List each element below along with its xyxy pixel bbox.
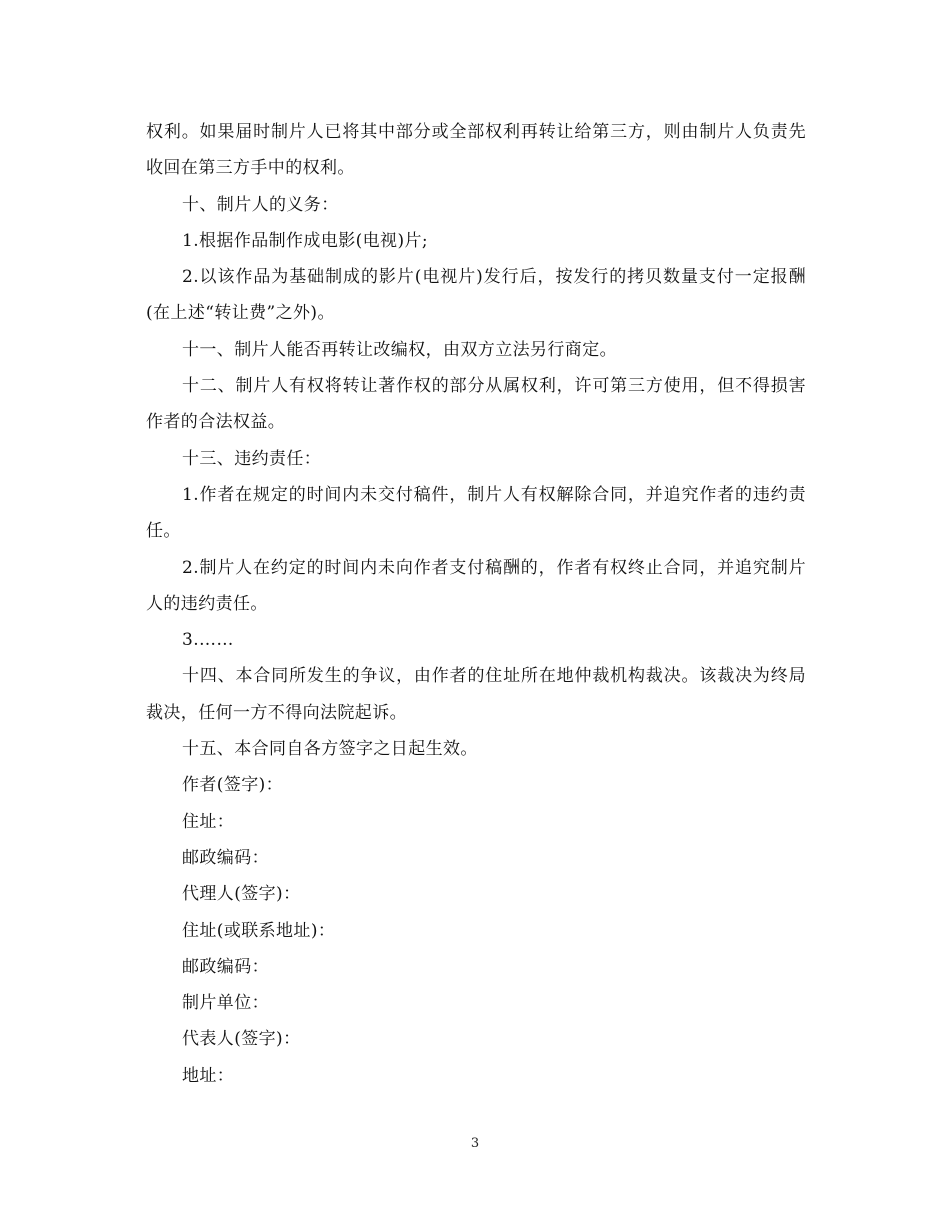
signature-agent-postcode: 邮政编码： — [182, 956, 269, 977]
paragraph-clause-13-item-3: 3.…… — [182, 630, 234, 651]
page-number: 3 — [470, 1136, 480, 1151]
signature-author: 作者(签字)： — [182, 775, 284, 796]
signature-producer-unit: 制片单位： — [182, 993, 269, 1014]
signature-producer-address: 地址： — [182, 1065, 235, 1086]
signature-representative: 代表人(签字)： — [182, 1029, 301, 1050]
paragraph-clause-15: 十五、本合同自各方签字之日起生效。 — [182, 739, 478, 760]
paragraph-clause-10-item-1: 1.根据作品制作成电影(电视)片; — [182, 230, 429, 251]
signature-agent-address: 住址(或联系地址)： — [182, 920, 336, 941]
paragraph-clause-13-heading: 十三、违约责任： — [182, 448, 322, 469]
paragraph-clause-11: 十一、制片人能否再转让改编权，由双方立法另行商定。 — [182, 339, 617, 360]
signature-agent: 代理人(签字)： — [182, 884, 301, 905]
signature-author-address: 住址： — [182, 811, 235, 832]
signature-author-postcode: 邮政编码： — [182, 847, 269, 868]
paragraph-clause-14: 十四、本合同所发生的争议，由作者的住址所在地仲裁机构裁决。该裁决为终局裁决，任何一方不得向法院起诉。 — [146, 666, 806, 723]
paragraph-clause-13-item-1: 1.作者在规定的时间内未交付稿件，制片人有权解除合同，并追究作者的违约责任。 — [146, 484, 806, 542]
paragraph-clause-10-heading: 十、制片人的义务： — [182, 194, 339, 215]
paragraph-rights-continuation: 权利。如果届时制片人已将其中部分或全部权利再转让给第三方，则由制片人负责先收回在第三方手中的权利。 — [146, 122, 806, 179]
paragraph-clause-13-item-2: 2.制片人在约定的时间内未向作者支付稿酬的，作者有权终止合同，并追究制片人的违约责任。 — [146, 557, 806, 614]
paragraph-clause-12: 十二、制片人有权将转让著作权的部分从属权利，许可第三方使用，但不得损害作者的合法权益。 — [146, 376, 806, 433]
paragraph-clause-10-item-2: 2.以该作品为基础制成的影片(电视片)发行后，按发行的拷贝数量支付一定报酬(在上述“转让费”之外)。 — [146, 267, 806, 324]
document-body — [146, 114, 806, 1094]
